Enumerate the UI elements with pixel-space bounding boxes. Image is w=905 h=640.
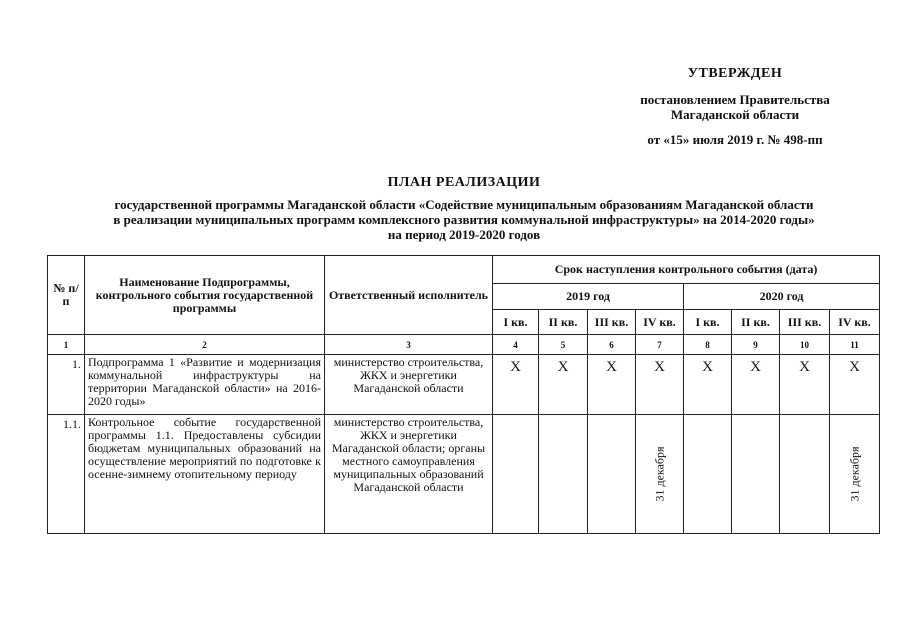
column-index: 3 [325, 335, 493, 355]
header-quarter: III кв. [588, 310, 636, 335]
column-index: 7 [636, 335, 684, 355]
term-date: 31 декабря [847, 446, 862, 502]
term-cell: Х [636, 355, 684, 415]
column-index: 10 [780, 335, 830, 355]
term-cell [830, 415, 880, 534]
row-executor: министерство строительства, ЖКХ и энергетики Магаданской области [325, 355, 493, 415]
column-index: 6 [588, 335, 636, 355]
header-quarter: I кв. [684, 310, 732, 335]
table-row [48, 355, 880, 415]
row-name: Контрольное событие государственной программы 1.1. Предоставлены субсидии бюджетам муниципальных образований на осуществление мероприятий по подготовке к осенне-зимнему отопительному периоду [85, 415, 325, 534]
header-num: № п/п [48, 256, 85, 335]
approval-line-1: постановлением Правительства [640, 92, 830, 107]
column-index: 9 [732, 335, 780, 355]
header-term: Срок наступления контрольного события (дата) [493, 256, 880, 284]
term-cell: Х [780, 355, 830, 415]
header-quarter: II кв. [732, 310, 780, 335]
row-name: Подпрограмма 1 «Развитие и модернизация коммунальной инфраструктуры на территории Магаданской области» на 2016-2020 годы» [85, 355, 325, 415]
header-name: Наименование Подпрограммы, контрольного события государственной программы [85, 256, 325, 335]
term-date: 31 декабря [652, 446, 666, 502]
header-year-2019: 2019 год [493, 284, 684, 310]
plan-table [47, 255, 880, 534]
header-quarter: III кв. [780, 310, 830, 335]
term-cell: Х [493, 355, 539, 415]
approval-title: УТВЕРЖДЕН [687, 66, 783, 81]
table-row [48, 415, 880, 534]
term-cell: Х [588, 355, 636, 415]
term-cell [780, 415, 830, 534]
term-cell: Х [684, 355, 732, 415]
approval-line-2: Магаданской области [670, 107, 800, 122]
term-cell [588, 415, 636, 534]
approval-date: от «15» июля 2019 г. № 498-пп [647, 132, 823, 147]
row-number: 1. [48, 355, 85, 415]
term-cell [539, 415, 588, 534]
header-quarter: I кв. [493, 310, 539, 335]
plan-subtitle-2: в реализации муниципальных программ комплексного развития коммунальной инфраструктуры» на 2014-2020 годы» [113, 212, 815, 227]
header-quarter: IV кв. [636, 310, 684, 335]
header-executor: Ответственный исполнитель [325, 256, 493, 335]
approval-block [600, 66, 870, 148]
column-index: 4 [493, 335, 539, 355]
term-cell: Х [830, 355, 880, 415]
term-cell [636, 415, 684, 534]
plan-header [40, 175, 888, 242]
header-year-2020: 2020 год [684, 284, 880, 310]
column-index: 11 [830, 335, 880, 355]
term-cell: Х [732, 355, 780, 415]
column-index: 2 [85, 335, 325, 355]
row-number: 1.1. [48, 415, 85, 534]
row-executor: министерство строительства, ЖКХ и энергетики Магаданской области; органы местного самоуправления муниципальных образований Магаданской области [325, 415, 493, 534]
term-cell [493, 415, 539, 534]
column-index: 5 [539, 335, 588, 355]
column-index: 8 [684, 335, 732, 355]
term-cell: Х [539, 355, 588, 415]
plan-title: ПЛАН РЕАЛИЗАЦИИ [387, 175, 541, 190]
header-quarter: II кв. [539, 310, 588, 335]
term-cell [684, 415, 732, 534]
term-cell [732, 415, 780, 534]
plan-subtitle-3: на период 2019-2020 годов [387, 227, 541, 242]
column-index: 1 [48, 335, 85, 355]
header-quarter: IV кв. [830, 310, 880, 335]
plan-subtitle-1: государственной программы Магаданской области «Содействие муниципальным образованиям Магаданской области [114, 197, 814, 212]
column-index-row [48, 335, 880, 355]
